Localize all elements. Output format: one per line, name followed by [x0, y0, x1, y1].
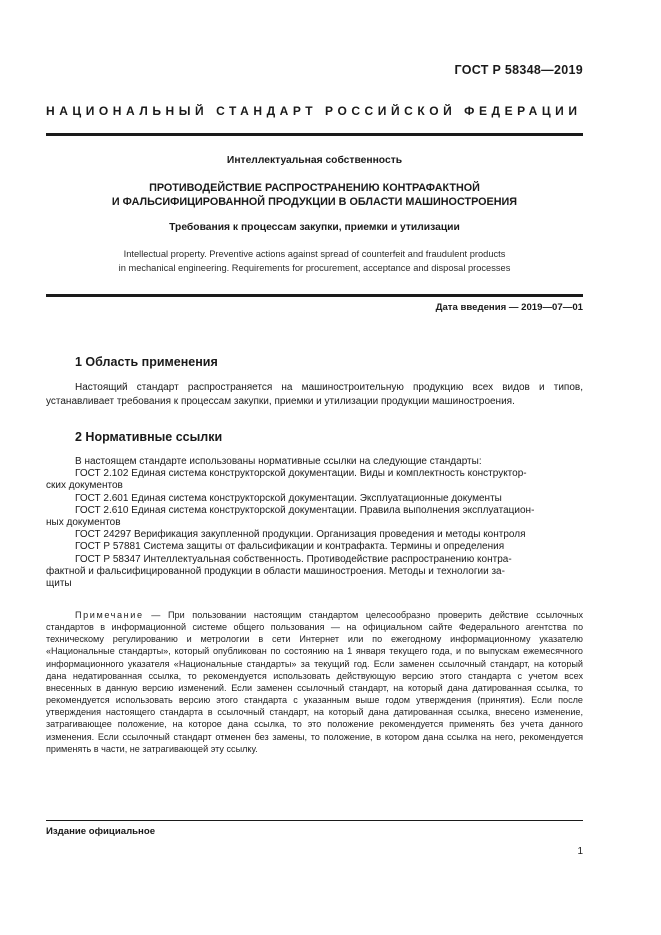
reference-line: ГОСТ 2.610 Единая система конструкторской документации. Правила выполнения эксплуатацион-	[75, 504, 535, 516]
section-1-heading: 1 Область применения	[75, 355, 218, 369]
section-1-text	[46, 381, 583, 409]
references-intro: В настоящем стандарте использованы нормативные ссылки на следующие стандарты:	[75, 456, 482, 467]
document-number: ГОСТ Р 58348—2019	[454, 63, 583, 77]
document-subtitle: Требования к процессам закупки, приемки и утилизации	[169, 222, 460, 233]
english-title-line-2: in mechanical engineering. Requirements for procurement, acceptance and disposal processes	[118, 262, 511, 273]
title-line-2: И ФАЛЬСИФИЦИРОВАННОЙ ПРОДУКЦИИ В ОБЛАСТИ МАШИНОСТРОЕНИЯ	[111, 196, 518, 208]
footer-rule	[46, 820, 583, 821]
section-2-heading: 2 Нормативные ссылки	[75, 430, 223, 444]
reference-line: фактной и фальсифицированной продукции в области машиностроения. Методы и технологии за-	[46, 565, 505, 577]
header-rule	[46, 133, 583, 136]
reference-line: ГОСТ Р 57881 Система защиты от фальсификации и контрафакта. Термины и определения	[75, 541, 505, 553]
topic-line: Интеллектуальная собственность	[226, 155, 403, 166]
section-1-body: Настоящий стандарт распространяется на машиностроительную продукцию всех видов и типов, устанавливает требования к процессам закупки, приемки и утилизации продукции машиностроения.	[46, 382, 583, 407]
reference-line: щиты	[46, 578, 72, 590]
reference-line: ГОСТ Р 58347 Интеллектуальная собственность. Противодействие распространению контра-	[75, 553, 512, 565]
references-note	[46, 609, 583, 755]
note-label: Примечание	[75, 610, 144, 620]
title-rule	[46, 294, 583, 297]
title-line-1: ПРОТИВОДЕЙСТВИЕ РАСПРОСТРАНЕНИЮ КОНТРАФАКТНОЙ	[149, 182, 480, 194]
note-text: — При пользовании настоящим стандартом целесообразно проверить действие ссылочных стандартов в информационной системе общего пользования — на официальном сайте Федерального агентства по техническому регулированию и метрологии в сети Интернет или по ежегодному информационному указателю «Национальные стандарты», который опубликован по состоянию на 1 января текущего года, и по выпускам ежемесячного информационного указателя «Национальные стандарты» за текущий год. Если заменен ссылочный стандарт, на который дана недатированная ссылка, то рекомендуется использовать действующую версию этого стандарта с учетом всех внесенных в данную версию изменений. Если заменен ссылочный стандарт, на который дана датированная ссылка, то рекомендуется использовать версию этого стандарта с указанным выше годом утверждения (принятия). Если после утверждения настоящего стандарта в ссылочный стандарт, на который дана датированная ссылка, внесено изменение, затрагивающее положение, на которое дана ссылка, то это положение рекомендуется применять без учета данного изменения. Если ссылочный стандарт отменен без замены, то положение, в котором дана ссылка на него, рекомендуется применять в части, не затрагивающей эту ссылку.	[46, 610, 583, 754]
english-title-line-1: Intellectual property. Preventive actions against spread of counterfeit and fraudulent products	[123, 249, 506, 259]
reference-line: ГОСТ 2.601 Единая система конструкторской документации. Эксплуатационные документы	[75, 492, 502, 504]
normative-references	[46, 456, 583, 590]
reference-line: ГОСТ 2.102 Единая система конструкторской документации. Виды и комплектность конструктор-	[75, 468, 527, 480]
reference-line: ских документов	[46, 480, 123, 492]
english-title	[46, 248, 583, 275]
official-edition-label: Издание официальное	[46, 826, 156, 837]
introduction-date: Дата введения — 2019—07—01	[435, 302, 583, 313]
reference-line: ГОСТ 24297 Верификация закупленной продукции. Организация проведения и методы контроля	[75, 529, 526, 541]
reference-line: ных документов	[46, 517, 121, 529]
page-number: 1	[577, 846, 583, 857]
document-title	[46, 181, 583, 209]
national-standard-banner: НАЦИОНАЛЬНЫЙ СТАНДАРТ РОССИЙСКОЙ ФЕДЕРАЦИИ	[46, 104, 582, 118]
